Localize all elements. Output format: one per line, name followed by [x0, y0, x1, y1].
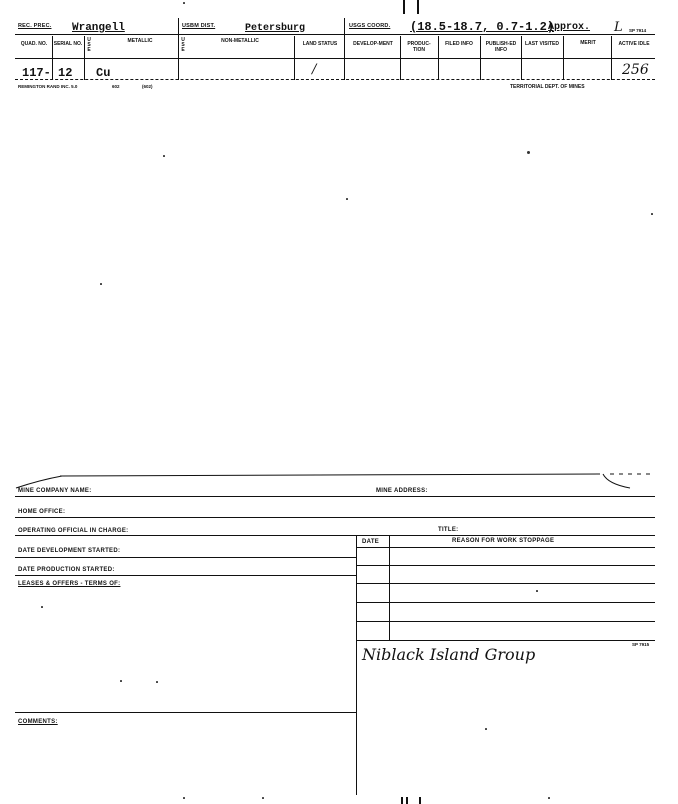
rule	[15, 517, 655, 518]
speck	[346, 198, 348, 200]
rule	[611, 36, 612, 80]
registration-mark	[403, 0, 405, 14]
usbm-dist-value: Petersburg	[245, 23, 306, 34]
l-value: L	[614, 20, 623, 35]
mine-address-label: MINE ADDRESS:	[376, 488, 428, 494]
registration-mark	[406, 797, 408, 804]
metallic-value: Cu	[96, 66, 111, 80]
print-code: 602	[112, 84, 120, 89]
rule	[356, 547, 655, 548]
rule	[356, 583, 655, 584]
form-number-top: SP 7914	[629, 28, 647, 33]
registration-mark	[419, 797, 421, 804]
rule	[15, 575, 356, 576]
date-development-label: DATE DEVELOPMENT STARTED:	[18, 548, 121, 554]
column-header: FILED INFO	[445, 41, 473, 47]
speck	[183, 2, 185, 4]
rule	[15, 58, 655, 59]
card-edge	[0, 468, 678, 498]
speck	[536, 590, 538, 592]
rule	[356, 621, 655, 622]
speck	[262, 797, 264, 799]
column-header: DEVELOP-MENT	[353, 41, 393, 47]
column-header: MERIT	[580, 40, 596, 46]
column-header: NON-METALLIC	[221, 38, 259, 44]
speck	[183, 797, 185, 799]
speck	[163, 155, 165, 157]
handwritten-note: Niblack Island Group	[362, 645, 536, 664]
column-header: U S E	[87, 37, 91, 53]
speck	[100, 283, 102, 285]
form-number-bottom: SP 7915	[632, 642, 650, 647]
rule	[15, 557, 356, 558]
rule	[438, 36, 439, 80]
reason-column-header: REASON FOR WORK STOPPAGE	[452, 538, 555, 544]
speck	[41, 606, 43, 608]
registration-mark	[417, 0, 419, 14]
rec-prec-value: Wrangell	[72, 22, 125, 34]
rule	[15, 535, 655, 536]
home-office-label: HOME OFFICE:	[18, 509, 66, 515]
leases-label: LEASES & OFFERS - TERMS OF:	[18, 581, 121, 587]
speck	[651, 213, 653, 215]
column-header: QUAD. NO.	[20, 41, 48, 47]
rule	[356, 535, 357, 795]
date-column-header: DATE	[362, 539, 380, 545]
printer-credit: REMINGTON RAND INC. 5.0	[18, 84, 78, 89]
rule	[356, 602, 655, 603]
rule	[15, 34, 655, 35]
operating-official-label: OPERATING OFFICIAL IN CHARGE:	[18, 528, 129, 534]
date-production-label: DATE PRODUCTION STARTED:	[18, 567, 115, 573]
rule	[84, 36, 85, 80]
rule	[356, 565, 655, 566]
print-code: (602)	[142, 84, 153, 89]
column-header: LAST VISITED	[525, 41, 559, 47]
rule	[521, 36, 522, 80]
rule	[15, 79, 655, 80]
speck	[120, 680, 122, 682]
column-header: METALLIC	[127, 38, 153, 44]
active-idle-value: 256	[622, 62, 649, 78]
mine-company-label: MINE COMPANY NAME:	[18, 488, 92, 494]
usgs-coord-label: USGS COORD.	[349, 23, 391, 29]
rule	[356, 640, 655, 641]
registration-mark	[401, 797, 403, 804]
department-name: TERRITORIAL DEPT. OF MINES	[510, 84, 585, 90]
speck	[485, 728, 487, 730]
usgs-coord-value: (18.5-18.7, 0.7-1.2)	[410, 20, 555, 34]
speck	[156, 681, 158, 683]
column-header: LAND STATUS	[302, 41, 338, 47]
column-header: SERIAL NO.	[53, 41, 83, 47]
column-header: U S E	[181, 37, 185, 53]
comments-label: COMMENTS:	[18, 719, 58, 725]
approx-value: Approx.	[548, 22, 591, 33]
rule	[400, 36, 401, 80]
rule	[294, 36, 295, 80]
rule	[563, 36, 564, 80]
column-header: PUBLISH-ED INFO	[485, 41, 517, 53]
column-header: PRODUC-TION	[407, 41, 431, 53]
speck	[548, 797, 550, 799]
usbm-dist-label: USBM DIST.	[182, 23, 216, 29]
rule	[15, 712, 356, 713]
rule	[344, 18, 345, 80]
rule	[178, 18, 179, 80]
rule	[15, 496, 655, 497]
rec-prec-label: REC. PREC.	[18, 23, 52, 29]
speck	[527, 151, 530, 154]
quad-serial-value: 117- 12	[22, 66, 73, 80]
rule	[389, 535, 390, 640]
title-label: TITLE:	[438, 527, 459, 533]
land-status-value: /	[312, 62, 317, 77]
column-header: ACTIVE IDLE	[618, 41, 650, 47]
rule	[480, 36, 481, 80]
